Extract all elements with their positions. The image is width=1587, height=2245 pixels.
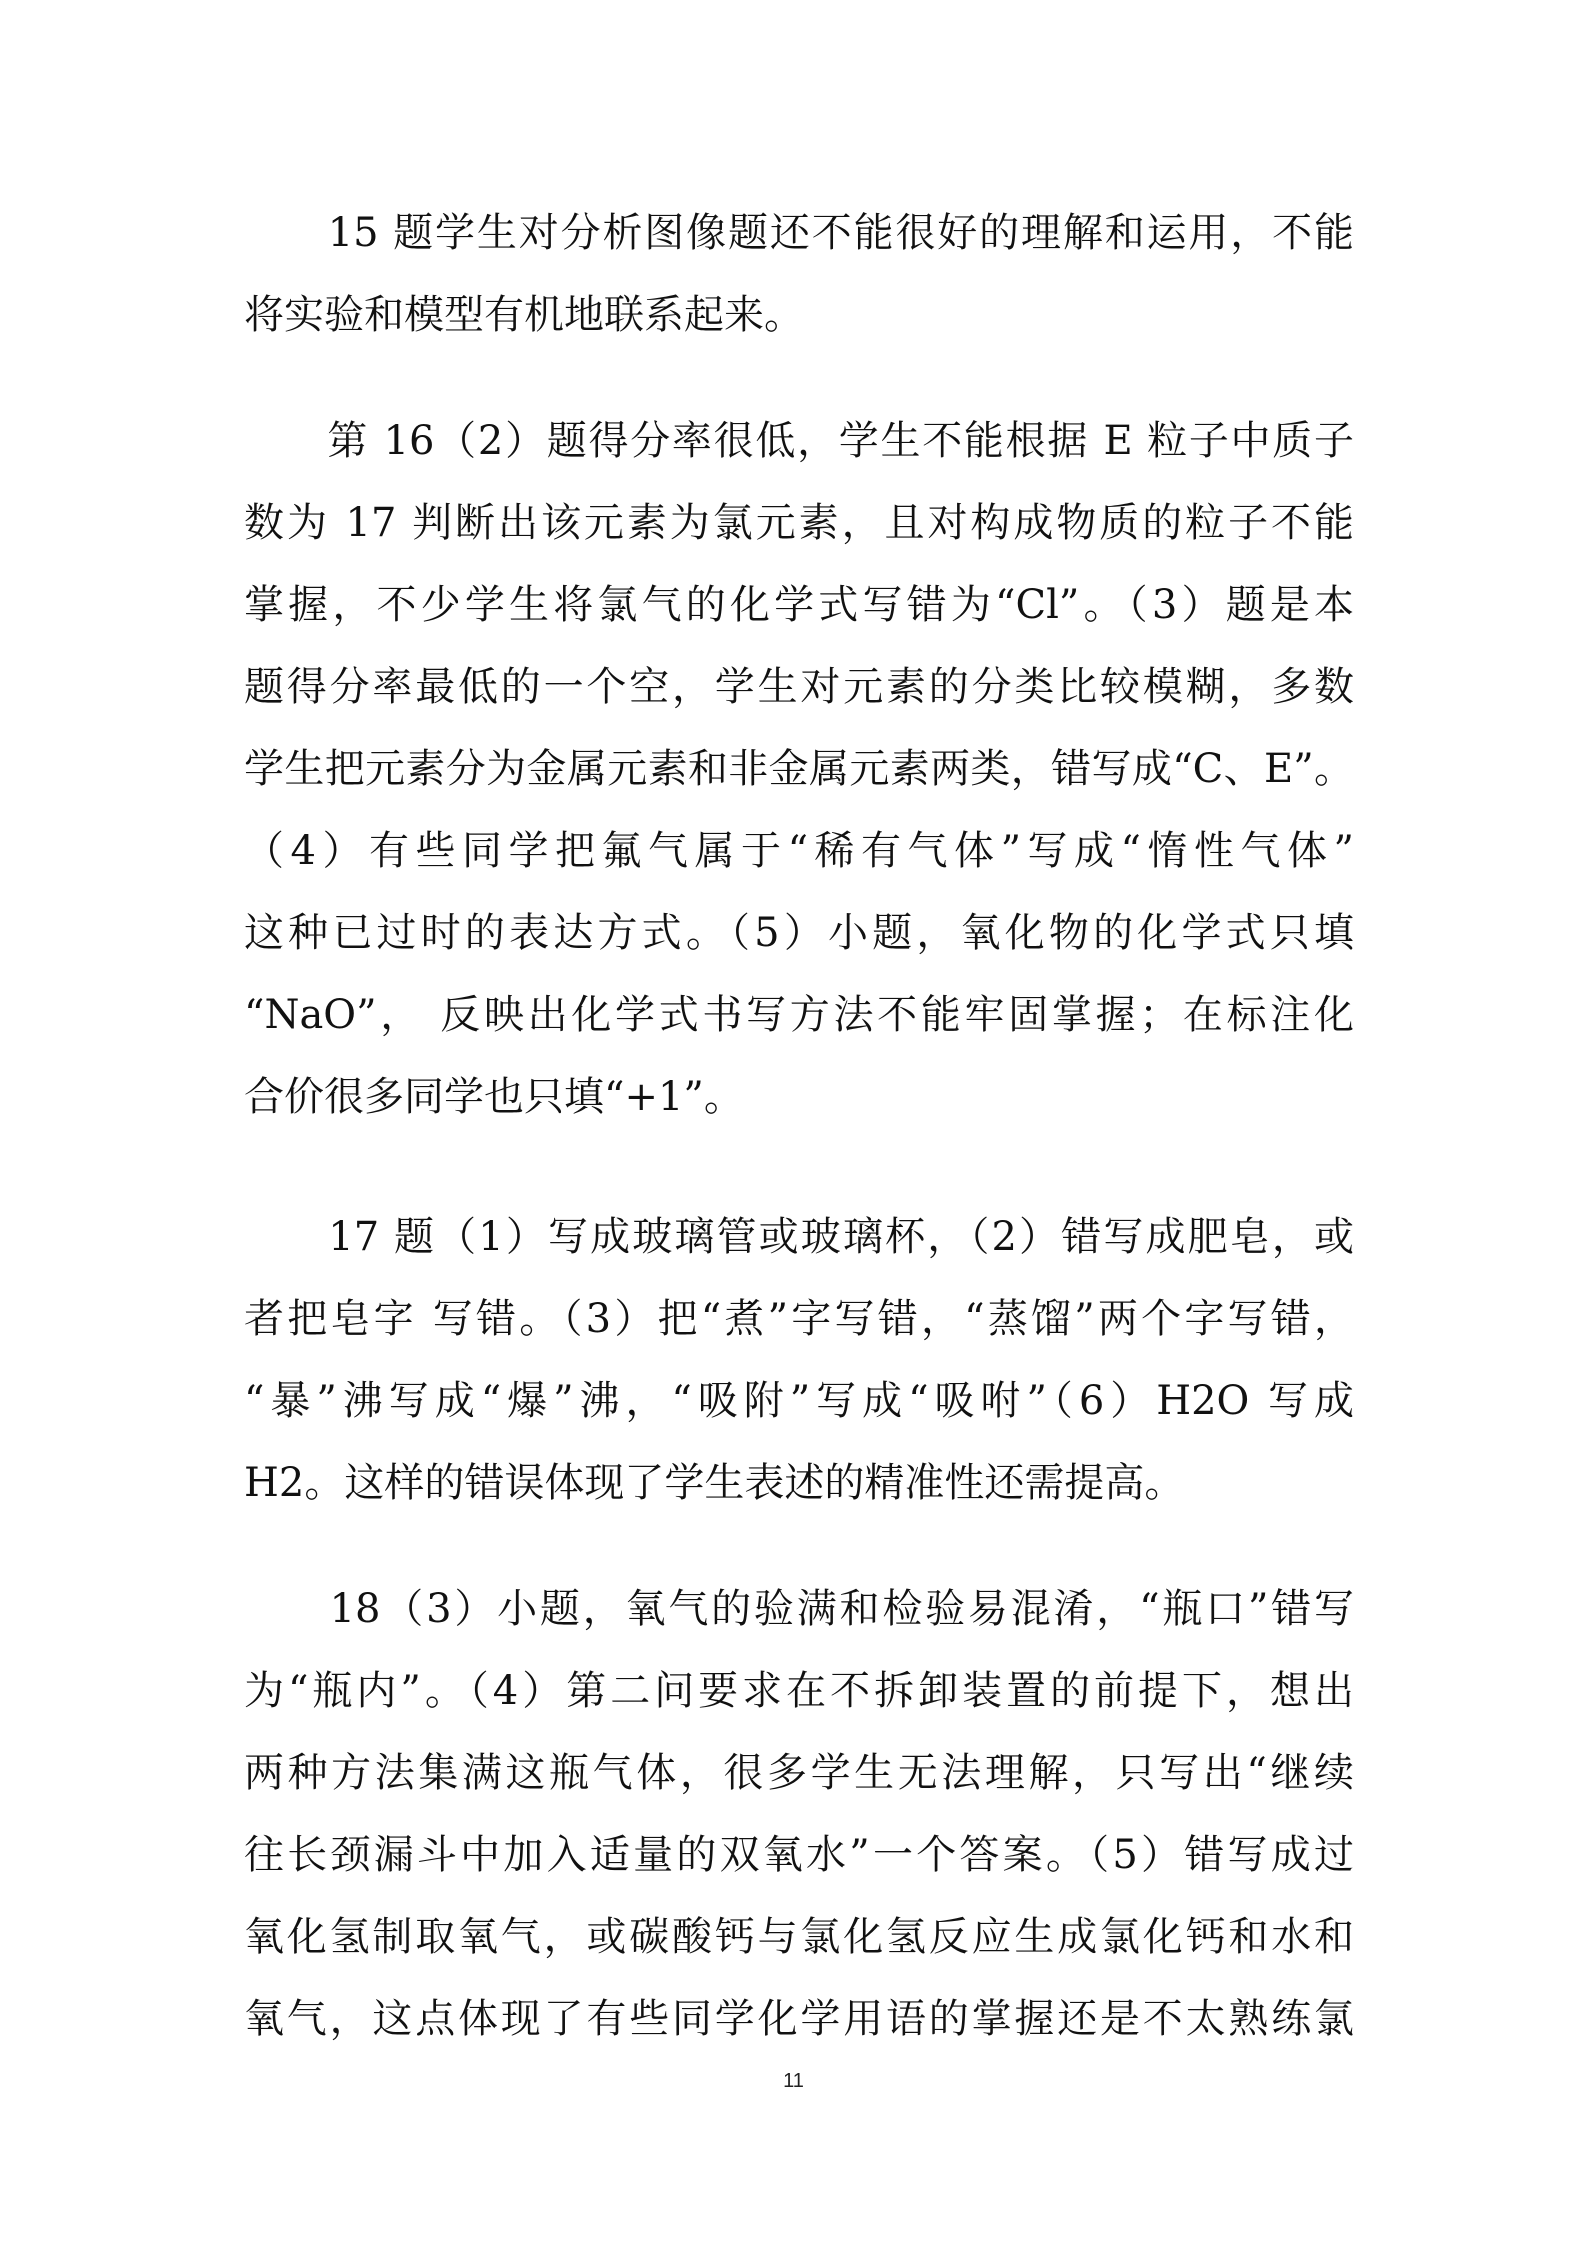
text-line: 合价很多同学也只填“+1”。 xyxy=(244,1074,744,1120)
text-line: 数为 17 判断出该元素为氯元素，且对构成物质的粒子不能 xyxy=(244,500,1354,546)
text-line: 17 题（1）写成玻璃管或玻璃杯，（2）错写成肥皂，或 xyxy=(244,1214,1354,1260)
text-line: 将实验和模型有机地联系起来。 xyxy=(244,292,804,338)
text-line: 为“瓶内”。（4）第二问要求在不拆卸装置的前提下，想出 xyxy=(244,1668,1354,1714)
text-line: 学生把元素分为金属元素和非金属元素两类，错写成“C、E”。 xyxy=(244,746,1354,792)
text-line: 往长颈漏斗中加入适量的双氧水”一个答案。（5）错写成过 xyxy=(244,1832,1354,1878)
text-line: 这种已过时的表达方式。（5）小题，氧化物的化学式只填 xyxy=(244,910,1354,956)
text-line: 两种方法集满这瓶气体，很多学生无法理解，只写出“继续 xyxy=(244,1750,1354,1796)
page-number: 11 xyxy=(783,2070,804,2092)
paragraph-q18 xyxy=(244,1568,1354,2060)
paragraph-q15 xyxy=(244,192,1354,356)
text-line: 题得分率最低的一个空，学生对元素的分类比较模糊，多数 xyxy=(244,664,1354,710)
text-line: 掌握，不少学生将氯气的化学式写错为“Cl”。（3）题是本 xyxy=(244,582,1354,628)
text-line: 第 16（2）题得分率很低，学生不能根据 E 粒子中质子 xyxy=(244,418,1354,464)
text-line: H2。这样的错误体现了学生表述的精准性还需提高。 xyxy=(244,1460,1185,1506)
text-line: 氧化氢制取氧气，或碳酸钙与氯化氢反应生成氯化钙和水和 xyxy=(244,1914,1354,1960)
text-line: 氧气，这点体现了有些同学化学用语的掌握还是不太熟练氯 xyxy=(244,1996,1354,2042)
text-line: 15 题学生对分析图像题还不能很好的理解和运用，不能 xyxy=(244,210,1354,256)
text-line: “暴”沸写成“爆”沸，“吸附”写成“吸咐”（6）H2O 写成 xyxy=(244,1378,1354,1424)
text-line: 者把皂字 写错。（3）把“煮”字写错，“蒸馏”两个字写错， xyxy=(244,1296,1354,1342)
paragraph-q17 xyxy=(244,1196,1354,1524)
text-line: “NaO”， 反映出化学式书写方法不能牢固掌握；在标注化 xyxy=(244,992,1354,1038)
paragraph-q16 xyxy=(244,400,1354,1138)
text-line: 18（3）小题，氧气的验满和检验易混淆，“瓶口”错写 xyxy=(244,1586,1354,1632)
text-line: （4）有些同学把氟气属于“稀有气体”写成“惰性气体” xyxy=(244,828,1354,874)
